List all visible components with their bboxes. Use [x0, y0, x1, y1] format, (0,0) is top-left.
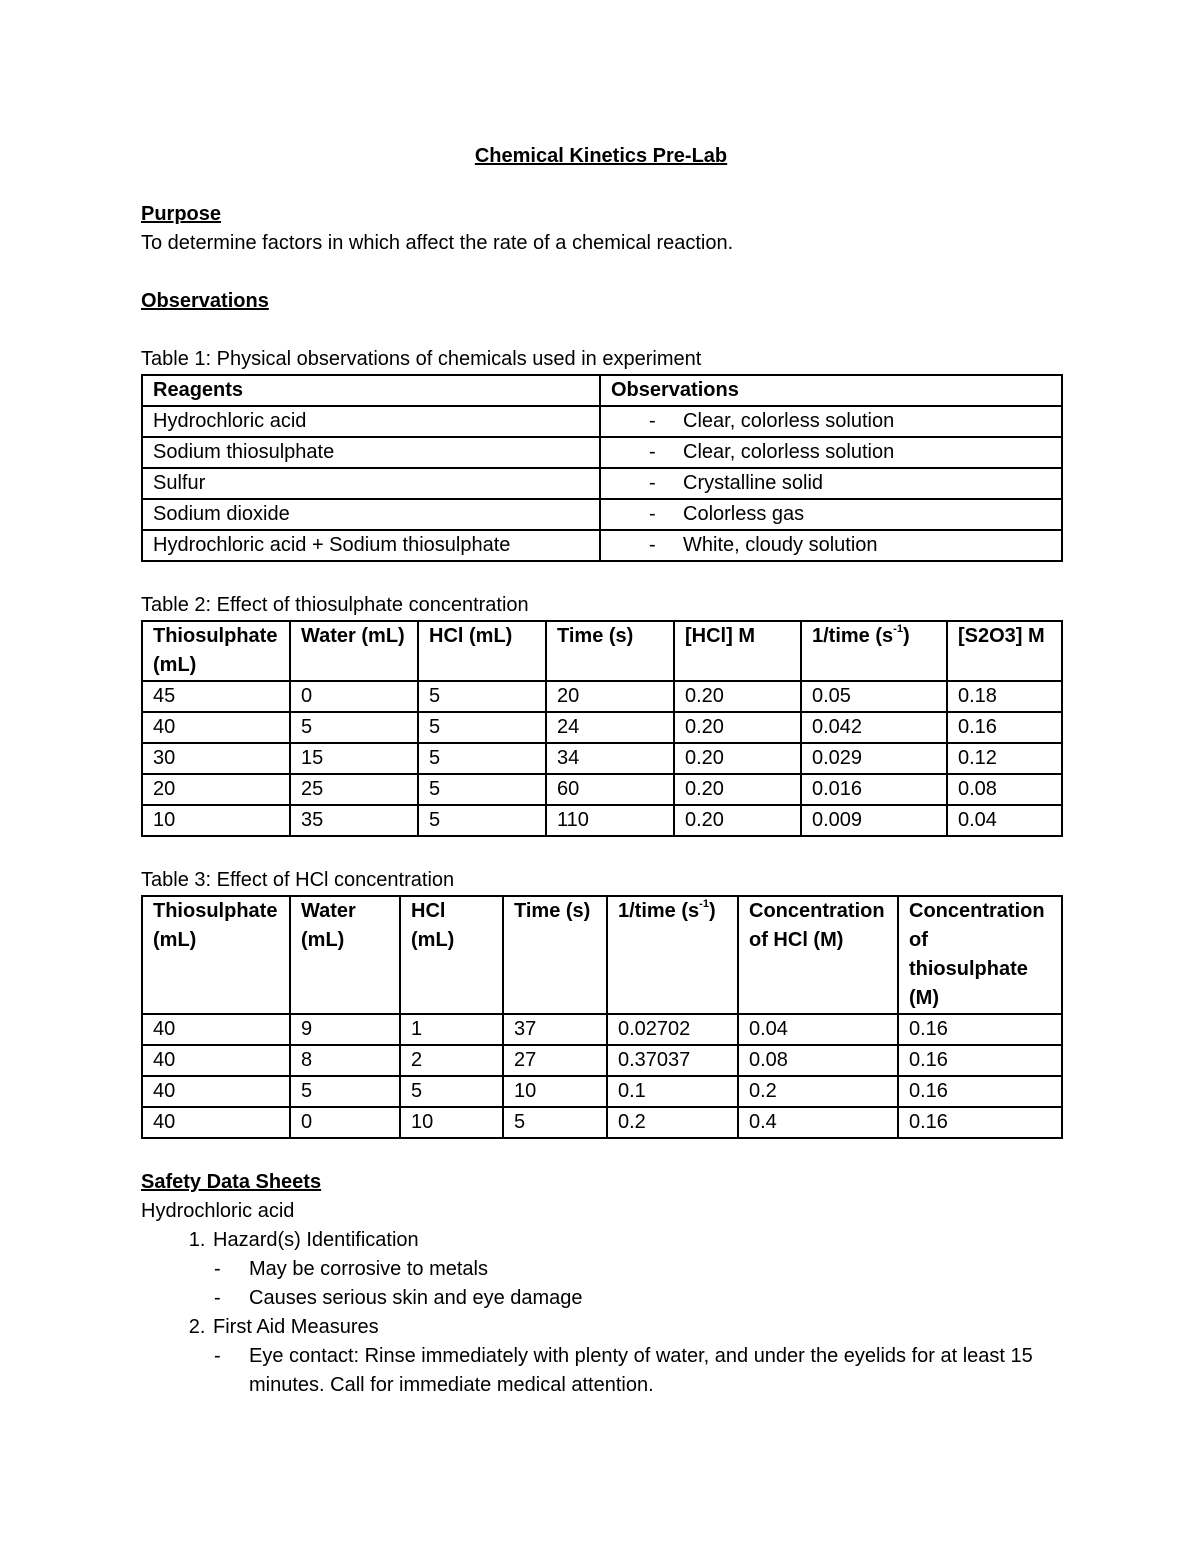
table-cell: 60 [546, 774, 674, 805]
table-row [142, 499, 1062, 530]
table-cell: Hydrochloric acid [142, 406, 600, 437]
table-cell: 34 [546, 743, 674, 774]
table-cell: 0.05 [801, 681, 947, 712]
table-row [142, 805, 1062, 836]
table-cell: 0.04 [738, 1014, 898, 1045]
table-cell: 0.16 [898, 1107, 1062, 1138]
safety-substance: Hydrochloric acid [141, 1200, 295, 1222]
table-row [142, 406, 1062, 437]
table-row [142, 1076, 1062, 1107]
table-row [142, 774, 1062, 805]
table-cell: 10 [400, 1107, 503, 1138]
table2 [141, 620, 1063, 837]
table-cell: 0.009 [801, 805, 947, 836]
table3-header-cell: Concentration of thiosulphate (M) [898, 896, 1062, 1014]
table-cell: 5 [418, 743, 546, 774]
document-page [141, 142, 1061, 1400]
table-cell: 5 [418, 805, 546, 836]
table-cell: 0.4 [738, 1107, 898, 1138]
table-cell: 35 [290, 805, 418, 836]
table-cell: 20 [546, 681, 674, 712]
table2-header-cell: Time (s) [546, 621, 674, 681]
table-row [142, 1107, 1062, 1138]
table-cell: 0.02702 [607, 1014, 738, 1045]
table-cell [600, 437, 1062, 468]
dash-bullet: - [214, 1287, 221, 1309]
purpose-heading: Purpose [141, 203, 222, 225]
table-cell: 40 [142, 1045, 290, 1076]
table-cell: 110 [546, 805, 674, 836]
table-row [142, 530, 1062, 561]
superscript: -1 [893, 623, 903, 636]
observation-text: Colorless gas [683, 503, 805, 525]
table-cell: Hydrochloric acid + Sodium thiosulphate [142, 530, 600, 561]
header-text: 1/time (s [812, 625, 894, 647]
table3-header-cell: Thiosulphate (mL) [142, 896, 290, 1014]
table3-header-row [142, 896, 1062, 1014]
table-cell: 45 [142, 681, 290, 712]
table-cell: 10 [503, 1076, 607, 1107]
table-cell: 0.029 [801, 743, 947, 774]
table-cell [600, 468, 1062, 499]
observation-text: Clear, colorless solution [683, 410, 895, 432]
header-text: 1/time (s [618, 900, 700, 922]
table-cell: Sodium thiosulphate [142, 437, 600, 468]
table-cell: 5 [290, 712, 418, 743]
list-item [213, 1284, 1061, 1313]
table-row [142, 712, 1062, 743]
table-cell: 27 [503, 1045, 607, 1076]
table-cell: 8 [290, 1045, 400, 1076]
table-cell: 0.04 [947, 805, 1062, 836]
table3-header-cell: Concentration of HCl (M) [738, 896, 898, 1014]
table-cell: 0.2 [607, 1107, 738, 1138]
table2-header-cell: Water (mL) [290, 621, 418, 681]
table-cell: 9 [290, 1014, 400, 1045]
dash-bullet: - [649, 503, 656, 525]
dash-bullet: - [649, 472, 656, 494]
table-cell: 0.20 [674, 712, 801, 743]
table-cell [600, 406, 1062, 437]
table-cell: 5 [503, 1107, 607, 1138]
table-cell: 20 [142, 774, 290, 805]
table-row [142, 681, 1062, 712]
safety-section [211, 1313, 1061, 1400]
table-cell: Sulfur [142, 468, 600, 499]
table-row [142, 1014, 1062, 1045]
table-cell: 2 [400, 1045, 503, 1076]
table-cell: 5 [290, 1076, 400, 1107]
table-row [142, 437, 1062, 468]
table-cell: 40 [142, 1076, 290, 1107]
table3-caption: Table 3: Effect of HCl concentration [141, 869, 455, 891]
table2-header-cell: Thiosulphate (mL) [142, 621, 290, 681]
table-row [142, 1045, 1062, 1076]
safety-section-title: Hazard(s) Identification [213, 1229, 419, 1251]
table-cell: 0.16 [898, 1045, 1062, 1076]
purpose-text: To determine factors in which affect the rate of a chemical reaction. [141, 232, 734, 254]
table2-header-cell: [HCl] M [674, 621, 801, 681]
table-cell: 0.08 [947, 774, 1062, 805]
table-cell: 0.20 [674, 681, 801, 712]
table-cell [600, 499, 1062, 530]
table-cell: 24 [546, 712, 674, 743]
safety-section [211, 1226, 1061, 1313]
table3-header-cell: Water (mL) [290, 896, 400, 1014]
table3-header-cell [607, 896, 738, 1014]
list-item [213, 1255, 1061, 1284]
table1-header-cell: Reagents [142, 375, 600, 406]
list-item-text: Causes serious skin and eye damage [249, 1287, 583, 1309]
observation-text: Clear, colorless solution [683, 441, 895, 463]
table1-header-row [142, 375, 1062, 406]
table-row [142, 468, 1062, 499]
table-cell: 30 [142, 743, 290, 774]
header-text: ) [708, 900, 716, 922]
table-cell: 1 [400, 1014, 503, 1045]
table2-header-cell [801, 621, 947, 681]
table-cell: 0.12 [947, 743, 1062, 774]
table3 [141, 895, 1063, 1139]
table-cell: 0.20 [674, 805, 801, 836]
table-cell: 0.18 [947, 681, 1062, 712]
dash-bullet: - [649, 441, 656, 463]
document-title: Chemical Kinetics Pre-Lab [474, 145, 728, 167]
table-cell: 10 [142, 805, 290, 836]
table1 [141, 374, 1063, 562]
observation-text: White, cloudy solution [683, 534, 878, 556]
safety-heading: Safety Data Sheets [141, 1171, 322, 1193]
safety-item-list [213, 1342, 1061, 1400]
table-cell: 0.1 [607, 1076, 738, 1107]
table-cell: 0.20 [674, 774, 801, 805]
header-text: ) [902, 625, 910, 647]
table-cell: 5 [418, 774, 546, 805]
table2-caption: Table 2: Effect of thiosulphate concentration [141, 594, 529, 616]
table-cell: 0.20 [674, 743, 801, 774]
table-cell: 0.042 [801, 712, 947, 743]
table2-header-cell: HCl (mL) [418, 621, 546, 681]
table-cell: 0 [290, 681, 418, 712]
table-cell: 0.016 [801, 774, 947, 805]
table3-header-cell: Time (s) [503, 896, 607, 1014]
table3-header-cell: HCl (mL) [400, 896, 503, 1014]
table-cell: 0.16 [947, 712, 1062, 743]
list-item [213, 1342, 1061, 1400]
table-cell [600, 530, 1062, 561]
table2-header-cell: [S2O3] M [947, 621, 1062, 681]
table2-header-row [142, 621, 1062, 681]
superscript: -1 [699, 898, 709, 911]
dash-bullet: - [214, 1345, 221, 1367]
safety-section-title: First Aid Measures [213, 1316, 379, 1338]
table-cell: 0 [290, 1107, 400, 1138]
table-cell: 0.16 [898, 1014, 1062, 1045]
observation-text: Crystalline solid [683, 472, 824, 494]
table-cell: 40 [142, 1107, 290, 1138]
dash-bullet: - [649, 534, 656, 556]
table-cell: 25 [290, 774, 418, 805]
observations-heading: Observations [141, 290, 269, 312]
table-cell: 15 [290, 743, 418, 774]
table-cell: 0.08 [738, 1045, 898, 1076]
table-cell: 5 [418, 681, 546, 712]
table-cell: 0.37037 [607, 1045, 738, 1076]
table-cell: 5 [400, 1076, 503, 1107]
table-cell: 0.16 [898, 1076, 1062, 1107]
table1-caption: Table 1: Physical observations of chemicals used in experiment [141, 348, 702, 370]
safety-item-list [213, 1255, 1061, 1313]
table-cell: Sodium dioxide [142, 499, 600, 530]
table-cell: 0.2 [738, 1076, 898, 1107]
safety-section-list [141, 1226, 1061, 1400]
table1-header-cell: Observations [600, 375, 1062, 406]
dash-bullet: - [214, 1258, 221, 1280]
table-cell: 37 [503, 1014, 607, 1045]
table-cell: 5 [418, 712, 546, 743]
table-cell: 40 [142, 1014, 290, 1045]
table-cell: 40 [142, 712, 290, 743]
table-row [142, 743, 1062, 774]
dash-bullet: - [649, 410, 656, 432]
list-item-text: Eye contact: Rinse immediately with plenty of water, and under the eyelids for at least 15 minutes. Call for immediate medical attention. [249, 1345, 1033, 1396]
list-item-text: May be corrosive to metals [249, 1258, 488, 1280]
